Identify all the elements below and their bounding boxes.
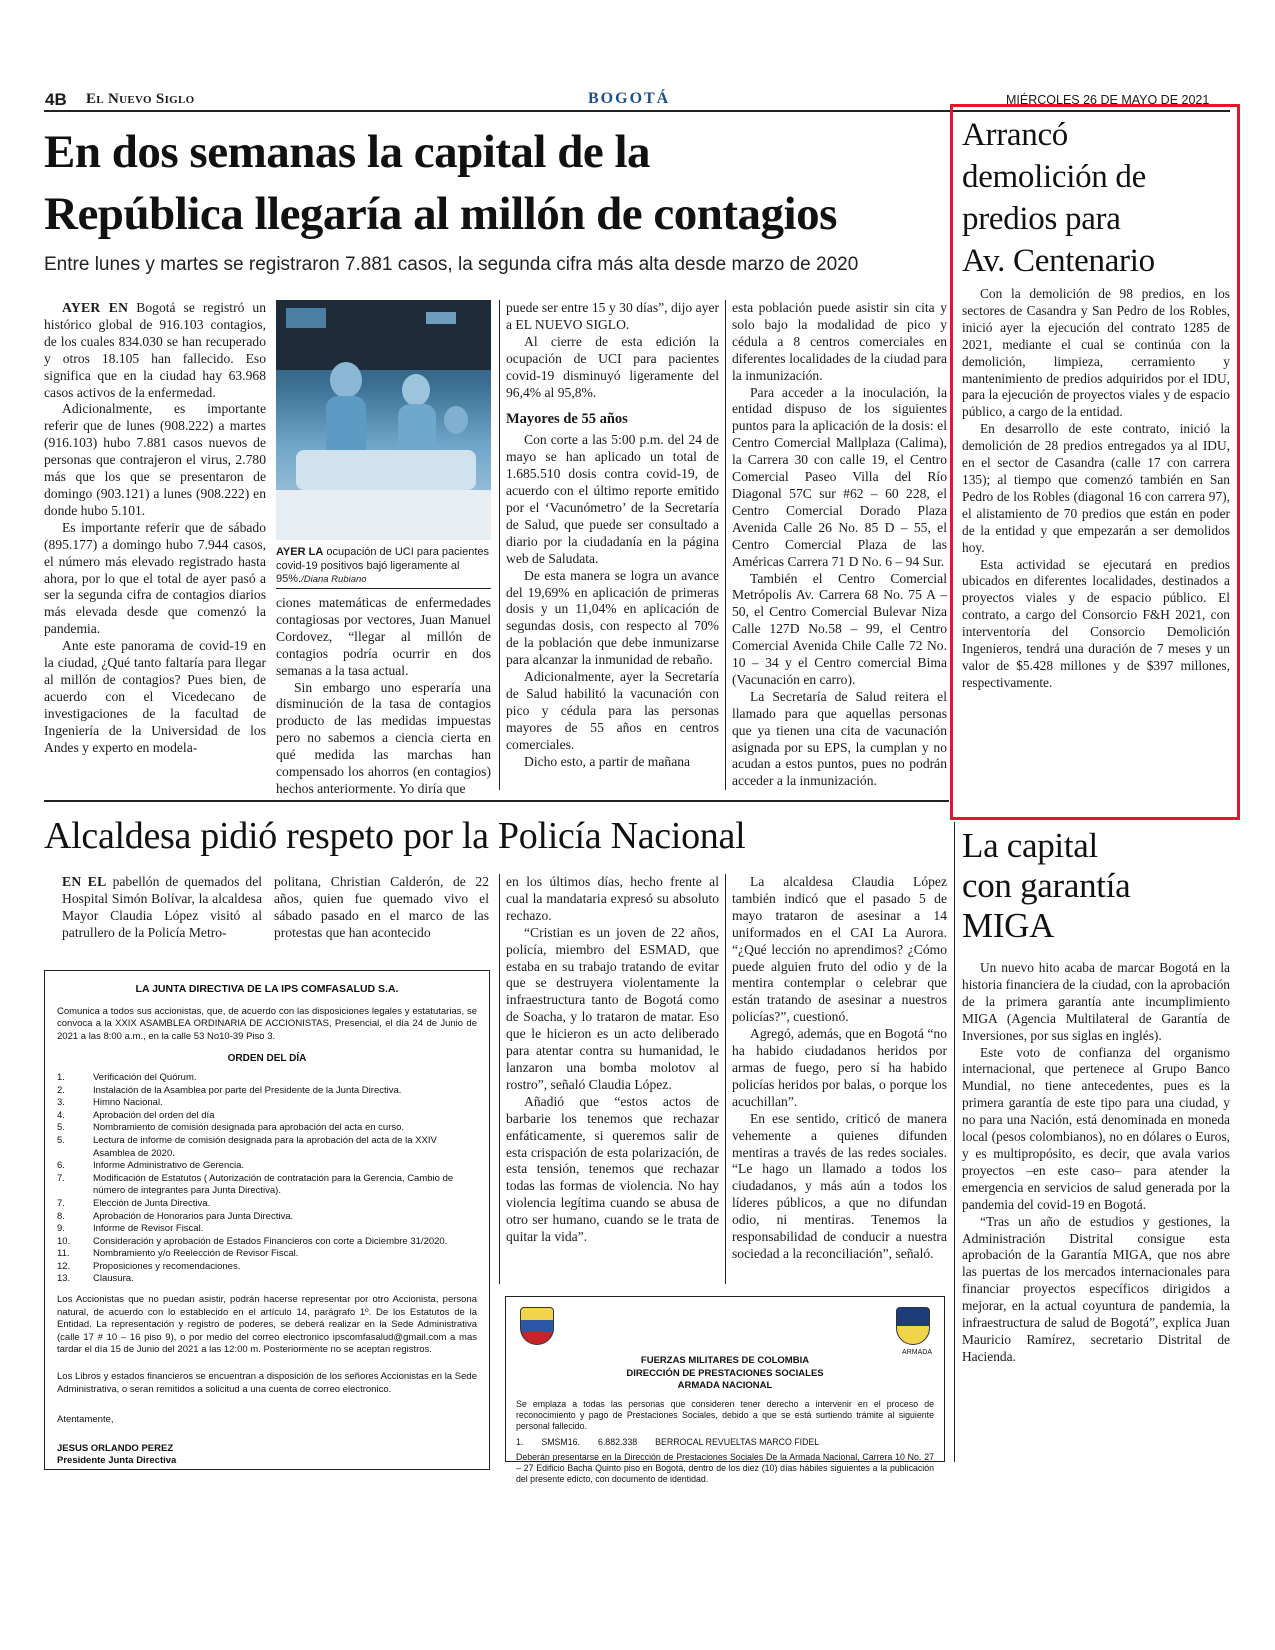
issue-date: MIÉRCOLES 26 DE MAYO DE 2021 — [1006, 93, 1210, 107]
second-article-column-1: EN EL pabellón de quemados del Hospital Simón Bolívar, la alcaldesa Mayor Claudia López visitó al patrullero de la Policía Metro- — [62, 874, 263, 940]
column-divider — [954, 822, 955, 1462]
main-headline-line1: En dos semanas la capital de la — [44, 126, 651, 178]
agenda-item: 11. Nombramiento y/o Reelección de Revisor Fiscal. — [57, 1248, 299, 1260]
navy-emblem-icon — [896, 1307, 930, 1345]
agenda-title: ORDEN DEL DÍA — [227, 1053, 307, 1065]
column-divider — [499, 300, 500, 790]
agenda-item: 1. Verificación del Quórum. — [57, 1071, 197, 1083]
agenda-item: 12. Proposiciones y recomendaciones. — [57, 1260, 241, 1272]
military-notice — [505, 1296, 945, 1485]
sidebar-body: Con la demolición de 98 predios, en los sectores de Casandra y San Pedro de los Robles, inició ayer la ejecución del contrato 1285 de 2021, mediante el cual se continúa con la demolición, limpieza, cerramiento y mantenimiento de predios adquiridos por el IDU, para la ejecución de proyectos viales y de espacio público, a cargo de la entidad. En desarrollo de este contrato, inició la demolición de 28 predios entregados ya al IDU, en el sector de Casandra (calle 17 con carrera 135); al tiempo que comenzó también en San Pedro de los Robles (diagonal 16 con carrera 97), el alistamiento de 70 predios que están en poder de la entidad y que empezarán a ser demolidos hoy. Esta actividad se ejecutará en predios ubicados en diferentes localidades, destinados a proyectos viales y de espacio público. El contrato, a cargo del Consorcio F&H 2021, con interventoría del Consorcio Demolición Ingenieros, tendrá una duración de 7 meses y un valor de $5.428 millones y de $397 millones, respectivamente. — [962, 286, 1230, 690]
photo-caption: AYER LA ocupación de UCI para pacientes covid-19 positivos bajó ligeramente al 95%./Diana Rubiano — [276, 546, 490, 585]
agenda-item: 7. Modificación de Estatutos ( Autorización de contratación para la Gerencia, Cambio de número de integrantes para Junta Directiva). — [57, 1172, 454, 1197]
agenda-item: 9. Informe de Revisor Fiscal. — [57, 1223, 204, 1235]
icu-photo — [276, 300, 491, 540]
second-headline: Alcaldesa pidió respeto por la Policía Nacional — [44, 815, 746, 857]
second-article-column-4: La alcaldesa Claudia López también indicó que el pasado 5 de mayo trataron de asesinar a 14 uniformados en el CAI La Aurora. “¿Qué lección no aprendimos? ¿Cómo puede alguien fruto del odio y de la mentira contemplar o celebrar que están tratando de asesinar a nuestros policías?”, cuestionó. Agregó, además, que en Bogotá “no ha habido ciudadanos heridos por armas de fuego, pero sí ha habido policías heridos por balas, o porque los acuchillan”. En ese sentido, criticó de manera vehemente a quienes difunden mentiras a través de las redes sociales. “Le hago un llamado a todos los ciudadanos, y más aún a todos los líderes públicos, a que no difundan odio, ni mentiras. Tenemos la responsabilidad de conducir a nuestra sociedad a la reconciliación”, señaló. — [732, 874, 947, 1261]
notice-intro: Comunica a todos sus accionistas, que, de acuerdo con las disposiciones legales y estatutarias, se convoca a la XXIX ASAMBLEA ORDINARIA DE ACCIONISTAS, Presencial, el día 24 de Junio de 2021 a las 8:00 a.m., en la calle 53 No10-39 Piso 3. — [57, 1005, 477, 1042]
column-divider — [725, 874, 726, 1284]
lead-kicker: AYER EN — [62, 300, 129, 315]
military-intro: Se emplaza a todas las personas que consideren tener derecho a intervenir en el proceso de reconocimiento y pago de Prestaciones Sociales, debido a que se está surtiendo trámite al siguiente personal fallecido. — [516, 1398, 934, 1431]
main-headline-line2: República llegaría al millón de contagios — [44, 188, 837, 240]
second-article-column-2: politana, Christian Calderón, de 22 años, quien fue quemado vivo el sábado pasado en el marco de las protestas que han acontecido — [274, 874, 489, 940]
agenda-item: 2. Instalación de la Asamblea por parte del Presidente de la Junta Directiva. — [57, 1084, 402, 1096]
notice-title: LA JUNTA DIRECTIVA DE LA IPS COMFASALUD S.A. — [135, 983, 399, 995]
agenda-item: 3. Himno Nacional. — [57, 1097, 163, 1109]
colombia-coat-of-arms-icon — [520, 1307, 554, 1345]
agenda-item: 6. Informe Administrativo de Gerencia. — [57, 1160, 245, 1172]
photo-credit: /Diana Rubiano — [301, 574, 367, 585]
main-article-column-4: esta población puede asistir sin cita y solo bajo la modalidad de pico y cédula a 8 centros comerciales en diferentes localidades de la ciudad para la inmunización. Para acceder a la inoculación, la entidad dispuso de los siguientes puntos para la aplicación de la dosis: el Centro Comercial Mallplaza (Calima), la Carrera 30 con calle 19, el Centro Comercial Paseo Villa del Río Diagonal 57C sur #62 – 60 228, el Centro Comercial Dorado Plaza Avenida Calle 26 No. 85 D – 55, el Centro Comercial Plaza de las Américas Carrera 71 D No. 6 – 94 Sur. También el Centro Comercial Metrópolis Av. Carrera 68 No. 75 A –50, el Centro Comercial Bulevar Niza Calle 127D No.58 – 99, el Centro Comercial Avenida Chile Calle 72 No. 10 – 34 y el Centro comercial Bima (Vacunación en carro). La Secretaría de Salud reitera el llamado para que aquellas personas que ya tienen una cita de vacunación asignada por su EPS, la cumplan y no acudan a estos puntos, pues no podrán acceder a la inmunización. — [732, 300, 947, 789]
agenda-item: 10. Consideración y aprobación de Estados Financieros con corte a Diciembre 31/2020. — [57, 1235, 448, 1247]
third-headline: La capital con garantía MIGA — [962, 826, 1131, 945]
main-article-column-3: puede ser entre 15 y 30 días”, dijo ayer a EL NUEVO SIGLO. Al cierre de esta edición la ocupación de UCI para pacientes covid-19 disminuyó ligeramente del 96,4% al 95,8%. Mayores de 55 años Con corte a las 5:00 p.m. del 24 de mayo se han aplicado un total de 1.685.510 dosis contra covid-19, de acuerdo con el último reporte emitido por el ‘Vacunómetro’ de la Secretaría de Salud, que puede ser consultado a diario por la ciudadanía en la página web de Saludata. De esta manera se logra un avance del 19,69% en aplicación de primeras dosis y un 11,04% en aplicación de segundas dosis, con respecto al 70% de la población que debe inmunizarse para alcanzar la inmunidad de rebaño. Adicionalmente, ayer la Secretaría de Salud habilitó la vacunación con pico y cédula para las personas mayores de 55 años en centros comerciales. Dicho esto, a partir de mañana — [506, 300, 719, 769]
agenda-item: 7. Elección de Junta Directiva. — [57, 1197, 211, 1209]
page-number: 4B — [45, 90, 67, 109]
comfasalud-notice — [44, 970, 490, 1470]
agenda-list — [57, 1072, 477, 1286]
military-line2: DIRECCIÓN DE PRESTACIONES SOCIALES — [626, 1367, 824, 1379]
main-article-column-2: ciones matemáticas de enfermedades contagiosas por vectores, Juan Manuel Cordovez, “llegar al millón de contagios podría ocurrir en dos semanas a la tasa actual. Sin embargo uno esperaría una disminución de la tasa de contagios producto de las medidas impuestas pero no sabemos a ciencia cierta en qué medida las marchas han compensado los ahorros (en contagios) hechos anteriormente. Yo diría que — [276, 595, 491, 796]
main-subheadline: Entre lunes y martes se registraron 7.881 casos, la segunda cifra más alta desde marzo de 2020 — [44, 254, 859, 275]
subhead-mayores: Mayores de 55 años — [506, 411, 628, 428]
main-article-column-1: AYER EN Bogotá se registró un histórico global de 916.103 contagios, de los cuales 834.030 se han recuperado y otros 18.105 han fallecido. Eso significa que en la ciudad hay 63.968 casos activos de la enfermedad. Adicionalmente, es importante referir que de lunes (908.222) a martes (916.103) hubo 7.881 casos nuevos de personas que contrajeron el virus, 2.780 más que los que se presentaron de domingo (903.121) a lunes (908.222) en donde hubo 5.101. Es importante referir que de sábado (895.177) a domingo hubo 7.944 casos, el número más elevado registrado hasta ahora, por lo que el total de ayer pasó a ser la segunda cifra de contagios diarios más elevada desde que comenzó la pandemia. Ante este panorama de covid-19 en la ciudad, ¿Qué tanto faltaría para llegar al millón de contagios? Pues bien, de acuerdo con el Vicedecano de investigaciones de la facultad de Ingeniería de la Universidad de los Andes y experto en modela- — [44, 300, 267, 755]
sidebar-headline: Arrancó demolición de predios para Av. Centenario — [962, 117, 1155, 279]
military-line3: ARMADA NACIONAL — [677, 1380, 773, 1392]
agenda-item: 4. Aprobación del orden del día — [57, 1109, 215, 1121]
agenda-item: 5. Nombramiento de comisión designada para aprobación del acta en curso. — [57, 1122, 405, 1134]
military-line1: FUERZAS MILITARES DE COLOMBIA — [640, 1355, 810, 1366]
navy-emblem-label: ARMADA — [902, 1349, 932, 1356]
third-article-body: Un nuevo hito acaba de marcar Bogotá en la historia financiera de la ciudad, con la aprobación de la primera garantía ante incumplimiento MIGA (Agencia Multilateral de Garantía de Inversiones, por sus siglas en inglés). Este voto de confianza del organismo internacional, que pertenece al Grupo Banco Mundial, no tiene antecedentes, pues es la primera garantía de este tipo para una ciudad, y no para una Nación, está denominada en moneda local (pesos colombianos), no en dólares o Euros, y es multipropósito, es decir, que avala varios proyectos –en este caso– para atender la emergencia en servicios de salud generada por la pandemia del covid-19 en Bogotá. “Tras un año de estudios y gestiones, la Administración Distrital consigue esta aprobación de la Garantía MIGA, que nos abre las puertas de los mercados internacionales para financiar proyectos específicos dirigidos a mejorar, en la actual coyuntura de pandemia, la infraestructura de salud de Bogotá”, explica Juan Mauricio Ramírez, secretario Distrital de Hacienda. — [962, 960, 1230, 1364]
agenda-item: 5. Lectura de informe de comisión designada para la aprobación del acta de la XXIV Asamblea de 2020. — [57, 1134, 437, 1159]
caption-rule — [276, 588, 491, 589]
section-name: BOGOTÁ — [588, 90, 671, 107]
representation-paragraph: Los Accionistas que no puedan asistir, podrán hacerse representar por otro Accionista, persona natural, de acuerdo con lo establecido en el artículo 14, parágrafo 1º. De los Estatutos de la Entidad. La representación y registro de poderes, se deberá realizar en la Sede Administrativa (calle 17 # 10 – 16 piso 9), o por medio del correo electronico ipscomfasalud@gmail.com a mas tardar el día 15 de Junio del 2021 a las 12:00 m. Posteriormente no se aceptan registros. — [57, 1294, 477, 1356]
books-paragraph: Los Libros y estados financieros se encuentran a disposición de los señores Accionistas en la Sede Administrativa, o seran remitidos a solicitud a una cuenta de correo electronico. — [57, 1371, 477, 1395]
agenda-item: 13. Clausura. — [57, 1273, 134, 1285]
icu-scene-illustration — [276, 300, 491, 540]
column-divider — [725, 300, 726, 790]
signer-title: Presidente Junta Directiva — [57, 1455, 177, 1467]
military-footer: Deberán presentarse en la Dirección de Prestaciones Sociales De la Armada Nacional, Carrera 10 No. 27 – 27 Edificio Bacha Quinto piso en Bogotá, dentro de los diez (10) días hábiles siguientes a la publicación del presente edicto, con documento de identidad. — [516, 1452, 934, 1485]
deceased-row: 1. SMSM16. 6.882.338 BERROCAL REVUELTAS MARCO FIDEL — [516, 1436, 820, 1447]
closing: Atentamente, — [57, 1414, 114, 1426]
column-divider — [499, 874, 500, 1284]
agenda-item: 8. Aprobación de Honorarios para Junta Directiva. — [57, 1210, 294, 1222]
second-article-column-3: en los últimos días, hecho frente al cual la mandataria expresó su absoluto rechazo. “Cristian es un joven de 22 años, policía, miembro del ESMAD, que estaba en su trabajo tratando de evitar que se destruyera violentamente la infraestructura tanto de Bogotá como de Soacha, y lo trataron de matar. Eso que le hicieron es un acto deliberado para atentar contra su humanidad, le lanzaron una bomba molotov al rostro”, señaló Claudia López. Añadió que “estos actos de barbarie los tenemos que rechazar enfáticamente, si queremos salir de esta crispación de esta polarización, de esta tensión, tenemos que rechazar todas las formas de violencia. No hay violencia legítima cuando se abusa de otro ser humano, cuando se le trata de quitar la vida”. — [506, 874, 719, 1245]
section-rule — [44, 800, 949, 802]
signer-name: JESUS ORLANDO PEREZ — [57, 1442, 174, 1454]
newspaper-name: El Nuevo Siglo — [86, 91, 195, 107]
